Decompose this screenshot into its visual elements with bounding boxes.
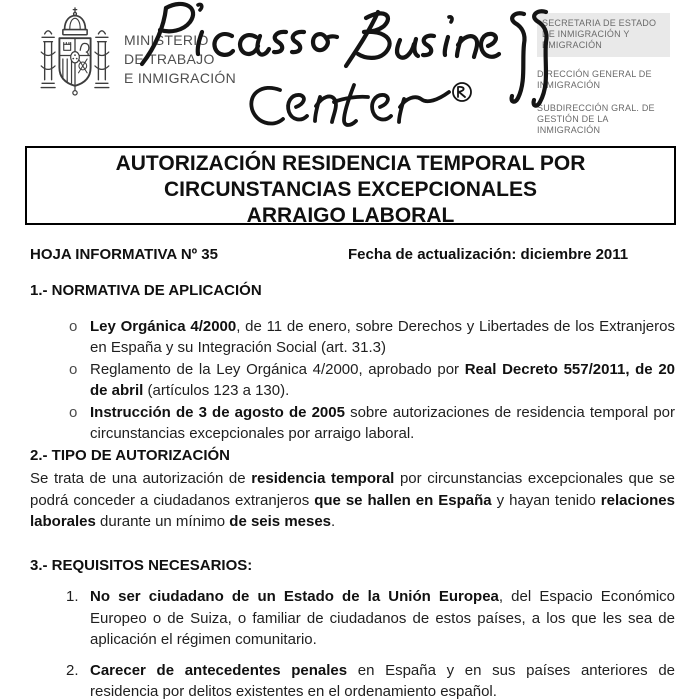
org-unit-secretaria: SECRETARIA DE ESTADO DE INMIGRACIÓN Y EMIGRACIÓN (537, 13, 670, 57)
org-units-column (537, 13, 670, 148)
list-item (30, 359, 675, 402)
bullet-marker: o (69, 360, 78, 378)
requisitos-list (30, 586, 675, 700)
document-body (30, 268, 675, 700)
normativa-list (30, 316, 675, 445)
list-item (30, 660, 675, 700)
word-center (251, 85, 449, 125)
item-number: 2. (66, 661, 79, 679)
org-unit-subdireccion: SUBDIRECCIÓN GRAL. DE GESTIÓN DE LA INMIGRACIÓN (537, 103, 655, 135)
list-item-text: Instrucción de 3 de agosto de 2005 sobre autorizaciones de residencia temporal por circunstancias excepcionales por arraigo laboral. (90, 403, 675, 442)
watermark-text-line1 (128, 0, 129, 1)
list-item (30, 586, 675, 651)
list-item-text: No ser ciudadano de un Estado de la Unión Europea, del Espacio Económico Europeo o de Suiza, o familiar de ciudadanos de estos países, a los que les sea de aplicación el régimen comunitario. (90, 588, 675, 648)
spain-coat-of-arms-icon (36, 6, 114, 112)
list-item-text: Reglamento de la Ley Orgánica 4/2000, aprobado por Real Decreto 557/2011, de 20 de abril (artículos 123 a 130). (90, 360, 675, 399)
bullet-marker: o (69, 403, 78, 421)
document-title: AUTORIZACIÓN RESIDENCIA TEMPORAL POR CIRCUNSTANCIAS EXCEPCIONALES ARRAIGO LABORAL (25, 146, 676, 225)
list-item (30, 316, 675, 359)
section-1-heading: 1.- NORMATIVA DE APLICACIÓN (30, 282, 262, 299)
watermark-text-line2 (128, 0, 129, 1)
section-2-heading: 2.- TIPO DE AUTORIZACIÓN (30, 446, 231, 464)
list-item-text: Carecer de antecedentes penales en España y en sus países anteriores de residencia por delitos existentes en el ordenamiento español. (90, 661, 675, 700)
update-date: Fecha de actualización: diciembre 2011 (348, 246, 629, 263)
tipo-autorizacion-paragraph: Se trata de una autorización de residencia temporal por circunstancias excepcionales que se podrá conceder a ciudadanos extranjeros que se hallen en España y hayan tenido relaciones laborales durante un mínimo de seis meses. (30, 470, 675, 530)
ministry-name: MINISTERIO DE TRABAJO E INMIGRACIÓN (124, 32, 237, 86)
meta-row (30, 246, 675, 263)
sheet-number: HOJA INFORMATIVA Nº 35 (30, 246, 218, 263)
bullet-marker: o (69, 317, 78, 335)
org-unit-direccion-general: DIRECCIÓN GENERAL DE INMIGRACIÓN (537, 69, 652, 90)
section-3-heading: 3.- REQUISITOS NECESARIOS: (30, 556, 253, 574)
word-business (346, 11, 547, 105)
watermark-registered-mark (128, 0, 129, 1)
coat-of-arms-svg (36, 6, 114, 112)
item-number: 1. (66, 588, 79, 605)
registered-mark-icon (453, 83, 471, 101)
list-item-text: Ley Orgánica 4/2000, de 11 de enero, sobre Derechos y Libertades de los Extranjeros en España y su Integración Social (art. 31.3) (90, 317, 675, 356)
list-item (30, 402, 675, 445)
